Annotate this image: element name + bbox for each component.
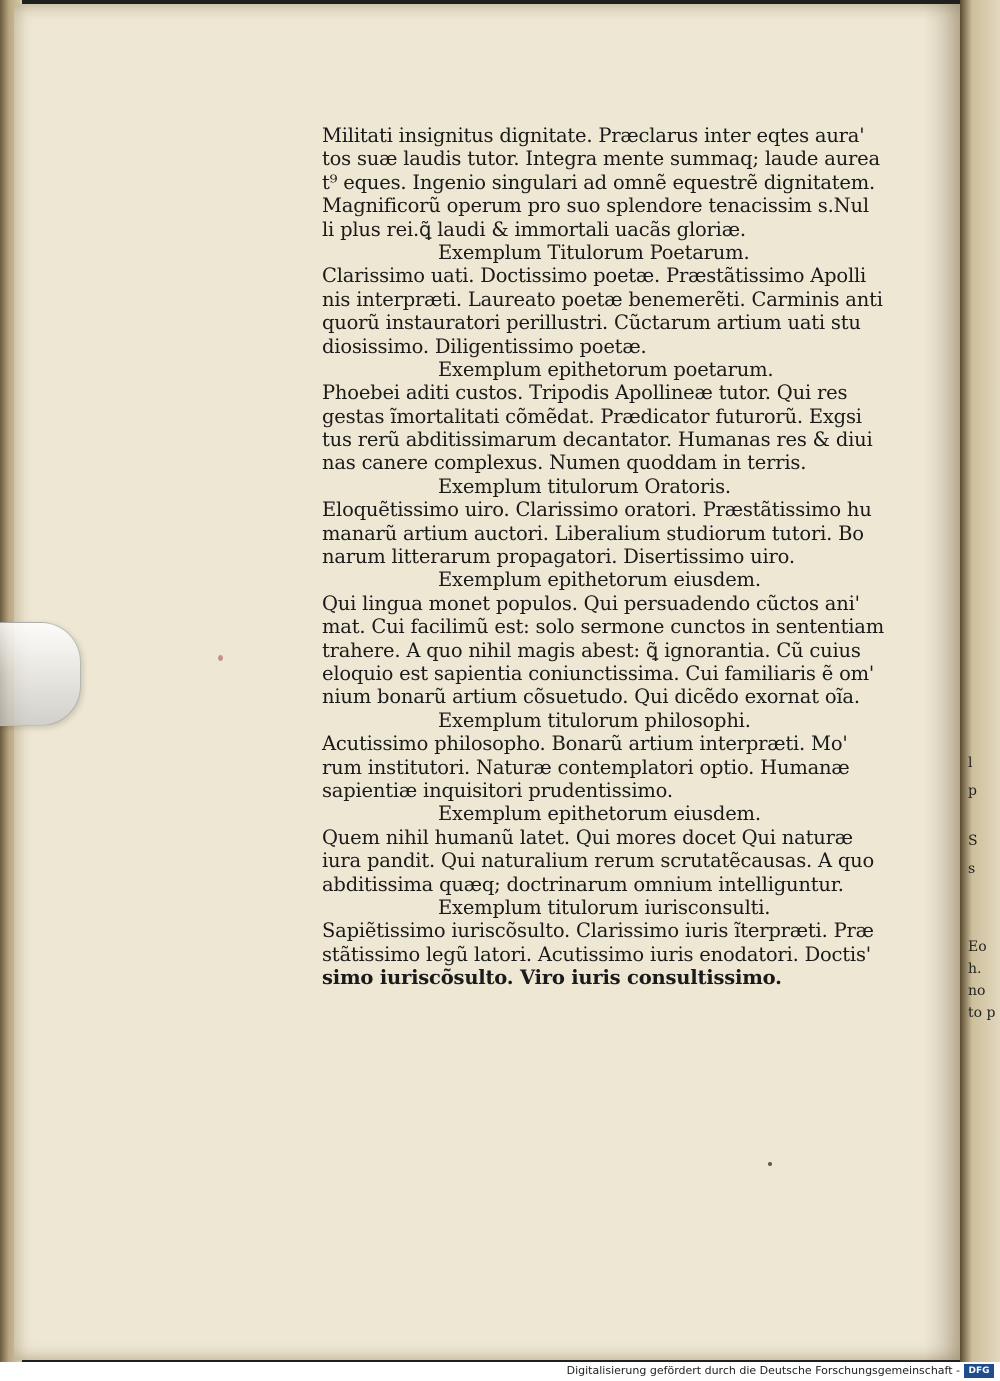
text-line: Militati insignitus dignitate. Præclarus inter eqtes aura͏' bbox=[322, 124, 865, 147]
section-heading: Exemplum titulorum Oratoris. bbox=[438, 474, 731, 498]
text-line: t⁹ eques. Ingenio singulari ad omnẽ equestrẽ dignitatem. bbox=[322, 170, 876, 194]
text-line: Clarissimo uati. Doctissimo poetæ. Præstãtissimo Apolli bbox=[322, 264, 867, 288]
text-line: abditissima quæq; doctrinarum omnium intelliguntur. bbox=[322, 872, 844, 896]
section-heading: Exemplum titulorum philosophi. bbox=[438, 708, 751, 732]
text-line: quorũ instauratori perillustri. Cũctarum artium uati stu bbox=[322, 311, 861, 335]
section-heading: Exemplum epithetorum poetarum. bbox=[438, 357, 774, 381]
text-line: nium bonarũ artium cõsuetudo. Qui dicẽdo exornat oĩa. bbox=[322, 685, 860, 709]
facing-page-fragment: to p bbox=[968, 1005, 996, 1021]
page-clip bbox=[0, 622, 81, 726]
text-line: Phoebei aditi custos. Tripodis Apollineæ tutor. Qui res bbox=[322, 381, 848, 405]
text-line: manarũ artium auctori. Liberalium studiorum tutori. Bo bbox=[322, 521, 864, 545]
digitization-credit: Digitalisierung gefördert durch die Deutsche Forschungsgemeinschaft - bbox=[566, 1364, 960, 1377]
text-line: nis interpræti. Laureato poetæ benemerẽti. Carminis anti bbox=[322, 287, 883, 311]
section-heading: Exemplum epithetorum eiusdem. bbox=[438, 802, 761, 826]
footer-bar bbox=[0, 1362, 1000, 1381]
text-line: Qui lingua monet populos. Qui persuadendo cũctos ani' bbox=[322, 591, 860, 615]
text-line: tus rerũ abditissimarum decantator. Humanas res & diui bbox=[322, 428, 873, 452]
section-heading: Exemplum Titulorum Poetarum. bbox=[438, 240, 750, 264]
text-line: diosissimo. Diligentissimo poetæ. bbox=[322, 334, 647, 358]
text-line: li plus rei.ꝗ̃ laudi & immortali uacãs gloriæ. bbox=[322, 217, 746, 241]
text-line: iura pandit. Qui naturalium rerum scrutatẽcausas. A quo bbox=[322, 849, 875, 873]
text-line: simo iuriscõsulto. Viro iuris consultissimo. bbox=[322, 966, 782, 990]
facing-page-fragment: h. bbox=[968, 961, 982, 977]
facing-page-fragment: no bbox=[968, 983, 986, 999]
text-line: Eloquẽtissimo uiro. Clarissimo oratori. Præstãtissimo hu bbox=[322, 498, 872, 522]
text-line: Acutissimo philosopho. Bonarũ artium interpræti. Mo' bbox=[322, 732, 848, 756]
facing-page-fragment: S bbox=[968, 833, 978, 849]
facing-page-fragment: l bbox=[968, 755, 973, 771]
facing-page-edge bbox=[960, 0, 1000, 1362]
text-line: trahere. A quo nihil magis abest: ꝗ̃ ignorantia. Cũ cuius bbox=[322, 638, 861, 662]
text-line: eloquio est sapientia coniunctissima. Cui familiaris ẽ om' bbox=[322, 661, 875, 685]
text-line: stãtissimo legũ latori. Acutissimo iuris enodatori. Doctis' bbox=[322, 942, 871, 966]
facing-page-fragment: Eo bbox=[968, 939, 987, 955]
text-line: Quem nihil humanũ latet. Qui mores docet Qui naturæ bbox=[322, 825, 853, 849]
text-line: sapientiæ inquisitori prudentissimo. bbox=[322, 778, 673, 802]
page-text-block bbox=[322, 124, 912, 989]
text-line: Magnificorũ operum pro suo splendore tenacissim s.Nul bbox=[322, 194, 869, 218]
ink-spot bbox=[768, 1162, 772, 1166]
section-heading: Exemplum epithetorum eiusdem. bbox=[438, 568, 761, 592]
text-line: narum litterarum propagatori. Disertissimo uiro. bbox=[322, 545, 795, 569]
text-line: Sapiẽtissimo iuriscõsulto. Clarissimo iuris ĩterpræti. Præ bbox=[322, 919, 874, 943]
text-line: gestas ĩmortalitati cõmẽdat. Prædicator futurorũ. Exgsi bbox=[322, 404, 862, 428]
text-line: rum institutori. Naturæ contemplatori optio. Humanæ bbox=[322, 755, 850, 779]
text-line: mat. Cui facilimũ est: solo sermone cunctos in sententiam bbox=[322, 615, 885, 639]
dfg-logo: DFG bbox=[964, 1364, 994, 1378]
section-heading: Exemplum titulorum iurisconsulti. bbox=[438, 895, 771, 919]
text-line: tos suæ laudis tutor. Integra mente summaq; laude aurea bbox=[322, 147, 880, 171]
text-line: nas canere complexus. Numen quoddam in terris. bbox=[322, 451, 807, 475]
ink-spot bbox=[218, 655, 223, 661]
facing-page-fragment: p bbox=[968, 783, 977, 799]
facing-page-fragment: s bbox=[968, 861, 976, 877]
